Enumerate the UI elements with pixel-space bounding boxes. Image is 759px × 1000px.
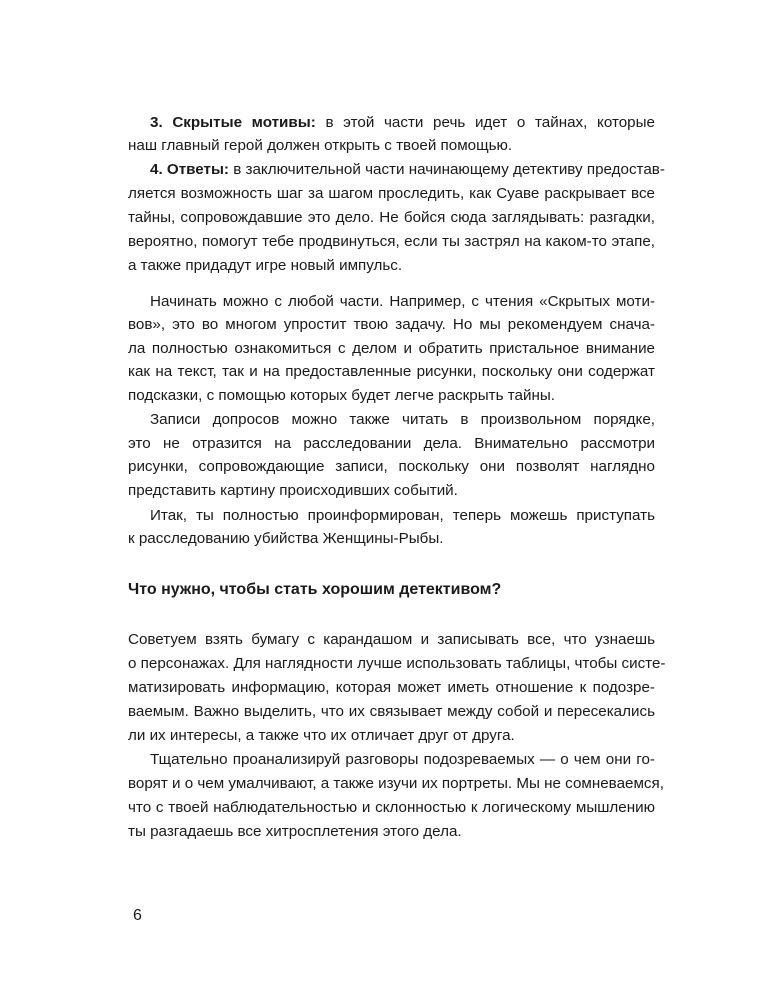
list-item-label: 3. Скрытые мотивы:: [150, 114, 316, 131]
text-line: [128, 457, 655, 477]
text-line: [128, 136, 655, 156]
line-text: как на текст, так и на предоставленные рисунки, поскольку они содержат: [128, 363, 655, 380]
text-line: [128, 726, 655, 746]
line-text: Итак, ты полностью проинформирован, теперь можешь приступать: [150, 507, 655, 524]
text-line: [128, 256, 655, 276]
text-line: [150, 160, 665, 180]
line-text: ла полностью ознакомиться с делом и обратить пристальное внимание: [128, 340, 655, 357]
text-line: [128, 362, 655, 382]
line-text: ляется возможность шаг за шагом проследить, как Суаве раскрывает все: [128, 185, 655, 202]
section-heading: Что нужно, чтобы стать хорошим детективом?: [128, 581, 502, 598]
text-line: [128, 232, 655, 252]
line-text: Начинать можно с любой части. Например, с чтения «Скрытых моти-: [150, 293, 655, 310]
line-text: это не отразится на расследовании дела. Внимательно рассмотри: [128, 435, 655, 452]
line-text: представить картину происходивших событий.: [128, 482, 458, 499]
text-line: [128, 774, 664, 794]
text-line: [128, 630, 655, 650]
text-line: [150, 506, 655, 526]
text-line: [128, 822, 655, 842]
line-text: матизировать информацию, которая может иметь отношение к подозре-: [128, 679, 655, 696]
line-text: о персонажах. Для наглядности лучше использовать таблицы, чтобы систе-: [128, 655, 666, 672]
text-line: [150, 410, 655, 430]
text-line: [128, 315, 655, 335]
text-line: [128, 702, 655, 722]
text-line: [150, 113, 655, 133]
line-text: к расследованию убийства Женщины-Рыбы.: [128, 530, 444, 547]
list-item-label: 4. Ответы:: [150, 161, 229, 178]
page-number: 6: [133, 907, 142, 924]
text-line: [128, 184, 655, 204]
line-text: Записи допросов можно также читать в произвольном порядке,: [150, 411, 655, 428]
text-line: [128, 678, 655, 698]
text-line: [128, 339, 655, 359]
line-text: что с твоей наблюдательностью и склонностью к логическому мышлению: [128, 799, 655, 816]
line-text: ли их интересы, а также что их отличает друг от друга.: [128, 727, 515, 744]
text-line: [128, 481, 655, 501]
line-text: в заключительной части начинающему детективу предостав-: [229, 161, 665, 178]
line-text: тайны, сопровождавшие это дело. Не бойся сюда заглядывать: разгадки,: [128, 209, 655, 226]
line-text: ты разгадаешь все хитросплетения этого дела.: [128, 823, 462, 840]
text-line: [128, 798, 655, 818]
text-line: [128, 529, 655, 549]
line-text: вов», это во многом упростит твою задачу. Но мы рекомендуем снача-: [128, 316, 655, 333]
line-text: в этой части речь идет о тайнах, которые: [315, 114, 655, 131]
text-line: [128, 654, 666, 674]
line-text: ворят и о чем умалчивают, а также изучи их портреты. Мы не сомневаемся,: [128, 775, 664, 792]
line-text: ваемым. Важно выделить, что их связывает между собой и пересекались: [128, 703, 655, 720]
line-text: подсказки, с помощью которых будет легче раскрыть тайны.: [128, 387, 555, 404]
text-line: [150, 292, 655, 312]
line-text: наш главный герой должен открыть с твоей помощью.: [128, 137, 513, 154]
text-line: [128, 434, 655, 454]
line-text: рисунки, сопровождающие записи, поскольку они позволят наглядно: [128, 458, 655, 475]
line-text: Тщательно проанализируй разговоры подозреваемых — о чем они го-: [150, 751, 655, 768]
line-text: а также придадут игре новый импульс.: [128, 257, 403, 274]
text-line: [150, 750, 655, 770]
text-line: [128, 386, 655, 406]
line-text: Советуем взять бумагу с карандашом и записывать все, что узнаешь: [128, 631, 655, 648]
text-line: [128, 208, 655, 228]
line-text: вероятно, помогут тебе продвинуться, если ты застрял на каком-то этапе,: [128, 233, 655, 250]
